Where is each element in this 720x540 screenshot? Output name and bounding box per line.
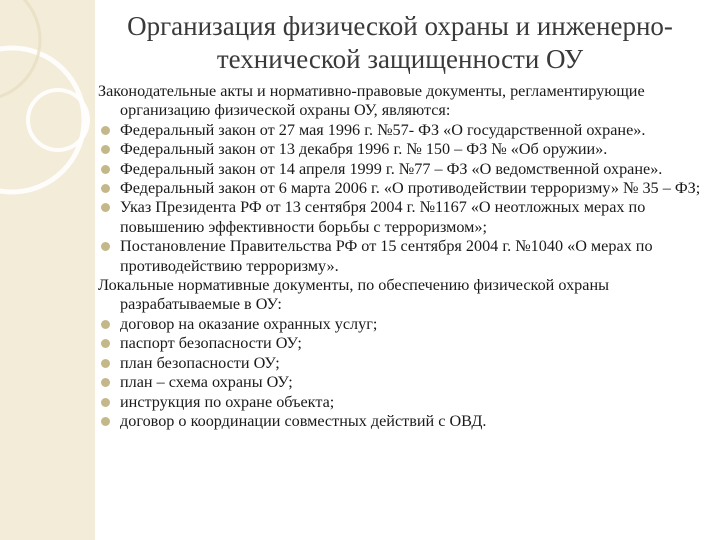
list-item-text: план безопасности ОУ; bbox=[120, 353, 280, 372]
bullet-icon bbox=[101, 417, 110, 426]
page-title bbox=[100, 10, 700, 76]
list-item-law bbox=[98, 160, 710, 179]
title-line-1: Организация физической охраны и инженерно- bbox=[127, 11, 673, 41]
intro-legal-acts: Законодательные акты и нормативно-правовые документы, регламентирующие организацию физической охраны ОУ, являются: bbox=[98, 82, 645, 120]
list-item-law bbox=[98, 179, 710, 198]
list-item-law bbox=[98, 198, 710, 237]
list-item-local-doc bbox=[98, 412, 710, 431]
list-item-text: Федеральный закон от 6 марта 2006 г. «О противодействии терроризму» № 35 – ФЗ; bbox=[120, 179, 701, 198]
list-item-text: Постановление Правительства РФ от 15 сентября 2004 г. №1040 «О мерах по противодействию терроризму». bbox=[120, 237, 653, 275]
list-item-text: Указ Президента РФ от 13 сентября 2004 г. №1167 «О неотложных мерах по повышению эффективности борьбы с терроризмом»; bbox=[120, 198, 646, 236]
list-item-law bbox=[98, 121, 710, 140]
bullet-icon bbox=[101, 126, 110, 135]
bullet-icon bbox=[101, 165, 110, 174]
list-item-local-doc bbox=[98, 373, 710, 392]
list-item-text: паспорт безопасности ОУ; bbox=[120, 334, 302, 353]
list-item-local-doc bbox=[98, 393, 710, 412]
list-item-text: инструкция по охране объекта; bbox=[120, 392, 335, 411]
slide-body bbox=[98, 82, 710, 431]
bullet-icon bbox=[101, 242, 110, 251]
bullet-icon bbox=[101, 320, 110, 329]
list-item-text: Федеральный закон от 14 апреля 1999 г. №77 – ФЗ «О ведомственной охране». bbox=[120, 159, 663, 178]
list-item-text: договор о координации совместных действий с ОВД. bbox=[120, 411, 487, 430]
title-line-2: технической защищенности ОУ bbox=[216, 44, 584, 74]
list-item-law bbox=[98, 237, 710, 276]
list-item-law bbox=[98, 140, 710, 159]
list-item-text: Федеральный закон от 27 мая 1996 г. №57- ФЗ «О государственной охране». bbox=[120, 120, 646, 139]
bullet-icon bbox=[101, 145, 110, 154]
list-item-text: Федеральный закон от 13 декабря 1996 г. № 150 – ФЗ № «Об оружии». bbox=[120, 140, 608, 159]
list-item-local-doc bbox=[98, 315, 710, 334]
list-item-text: план – схема охраны ОУ; bbox=[120, 373, 293, 392]
bullet-icon bbox=[101, 359, 110, 368]
bullet-icon bbox=[101, 398, 110, 407]
bullet-icon bbox=[101, 378, 110, 387]
list-item-local-doc bbox=[98, 354, 710, 373]
bullet-icon bbox=[101, 339, 110, 348]
decorative-circles-icon bbox=[0, 0, 110, 200]
list-item-local-doc bbox=[98, 334, 710, 353]
bullet-icon bbox=[101, 184, 110, 193]
bullet-icon bbox=[101, 203, 110, 212]
list-item-text: договор на оказание охранных услуг; bbox=[120, 314, 378, 333]
intro-local-documents: Локальные нормативные документы, по обеспечению физической охраны разрабатываемые в ОУ: bbox=[98, 276, 609, 314]
